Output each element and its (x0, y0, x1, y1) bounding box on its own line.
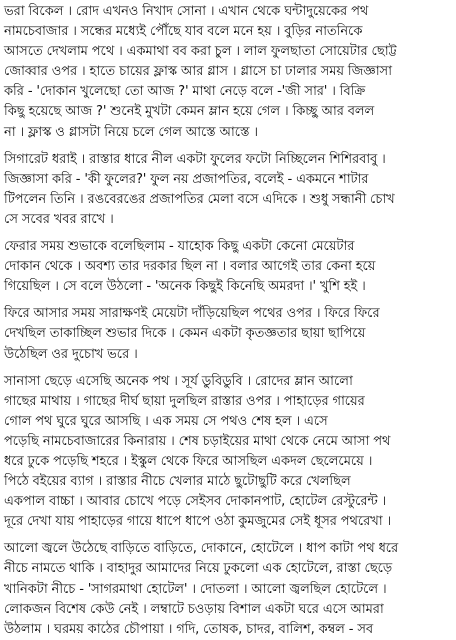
text-line: উঠেছিল ওর দুচোখ ভরে । (4, 346, 138, 362)
text-line: গিয়েছিল । সে বলে উঠলো - 'অনেক কিছুই কিনেছি অমরদা ।' খুশি হই । (4, 279, 366, 295)
text-line: না । ফ্লাস্ক ও গ্লাসটা নিয়ে চলে গেল আস্তে আস্তে । (4, 124, 258, 140)
text-line: করি - 'দোকান খুলেছো তো আজ ?' মাথা নেড়ে বলে -'জী সার' । বিক্রি (4, 84, 366, 100)
text-line: লোকজন বিশেষ কেউ নেই । লম্বাটে চওড়ায় বিশাল একটা ঘরে এসে আমরা (4, 601, 384, 617)
text-line: দোকান থেকে । অবশ্য তার দরকার ছিল না । বলার আগেই তার কেনা হয়ে (4, 259, 376, 275)
text-line: দূরে দেখা যায় পাহাড়ের গায়ে ধাপে ধাপে ওঠা কুমজুমের সেই ধূসর পথরেখা । (4, 514, 392, 530)
text-line: ধরে ঢুকে পড়েছি শহরে । ইস্কুল থেকে ফিরে আসছিল একদল ছেলেমেয়ে । (4, 453, 373, 469)
paragraph-4 (4, 304, 454, 364)
text-line: আসতে দেখলাম পথে । একমাথা বব করা চুল । লাল ফুলছাতা সোয়েটার ছোট্ট (4, 44, 397, 60)
paragraph-2 (4, 150, 454, 230)
text-line: সে সবের খবর রাখে । (4, 211, 114, 227)
text-line: সানাসা ছেড়ে এসেছি অনেক পথ । সূর্য ডুবিডুবি । রোদের ম্লান আলো (4, 373, 353, 389)
text-line: ফেরার সময় শুভাকে বলেছিলাম - যাহোক কিছু একটা কেনো মেয়েটার (4, 239, 355, 255)
text-line: পিঠে বইয়ের ব্যাগ । রাস্তার নীচে খেলার মাঠে ছুটোছুটি করে খেলছিল (4, 474, 351, 490)
text-line: কিছু হয়েছে আজ ?' শুনেই মুখটা কেমন ম্লান হয়ে গেল । কিচ্ছু আর বলল (4, 104, 375, 120)
text-line: ভরা বিকেল । রোদ এখনও নিখাদ সোনা । এখান থেকে ঘন্টাদুয়েকের পথ (4, 4, 369, 19)
text-line: একপাল বাচ্চা । আবার চোখে পড়ে সেইসব দোকানপাট, হোটেল রেস্টুরেন্ট । (4, 494, 387, 510)
text-line: জিজ্ঞাসা করি - 'কী ফুলের?' ফুল নয় প্রজাপতির, বলেই - একমনে শাটার (4, 171, 369, 187)
text-line: খানিকটা নীচে - 'সাগরমাথা হোটেল' । দোতলা । আলো জ্বলছিল হোটেলে । (4, 581, 387, 597)
paragraph-3 (4, 237, 454, 297)
text-line: টিপলেন তিনি । রঙবেরঙের প্রজাপতির মেলা বসে এদিকে । শুধু সন্ধানী চোখ (4, 191, 395, 207)
text-line: আলো জ্বলে উঠেছে বাড়িতে বাড়িতে, দোকানে, হোটেলে । ধাপ কাটা পথ ধরে (4, 541, 399, 557)
text-line: পড়েছি নামচেবাজারের কিনারায় । শেষ চড়াইয়ের মাথা থেকে নেমে আসা পথ (4, 433, 391, 449)
paragraph-1 (4, 2, 454, 143)
text-line: জোব্বার ওপর । হাতে চায়ের ফ্লাস্ক আর গ্লাস । গ্লাসে চা ঢালার সময় জিজ্ঞাসা (4, 64, 392, 80)
paragraph-6 (4, 539, 454, 639)
text-line: সিগারেট ধরাই । রাস্তার ধারে নীল একটা ফুলের ফটো নিচ্ছিলেন শিশিরবাবু । (4, 151, 386, 167)
text-line: নামচেবাজার । সন্ধের মধ্যেই পৌঁছে যাব বলে মনে হয় । বুড়ির নাতনিকে (4, 24, 363, 40)
paragraph-5 (4, 372, 454, 533)
text-line: ফিরে আসার সময় সারাক্ষণই মেয়েটা দাঁড়িয়েছিল পথের ওপর । ফিরে ফিরে (4, 306, 380, 322)
text-line: গাছের মাথায় । গাছের দীর্ঘ ছায়া দুলছিল রাস্তার ওপর । পাহাড়ের গায়ের (4, 393, 365, 409)
text-line: দেখছিল তাকাচ্ছিল শুভার দিকে । কেমন একটা কৃতজ্ঞতার ছায়া ছাপিয়ে (4, 326, 366, 342)
text-line: নীচে নামতে থাকি । বাহাদুর আমাদের নিয়ে ঢুকলো এক হোটেলে, রাস্তা ছেড়ে (4, 561, 393, 577)
text-line: গোল পথ ঘুরে ঘুরে আসছি । এক সময় সে পথও শেষ হল । এসে (4, 413, 328, 429)
text-line: উঠলাম । ঘরময় কাঠের চৌপায়া । গদি, তোষক, চাদর, বালিশ, কম্বল - সব (4, 621, 373, 637)
document-page (4, 2, 454, 637)
